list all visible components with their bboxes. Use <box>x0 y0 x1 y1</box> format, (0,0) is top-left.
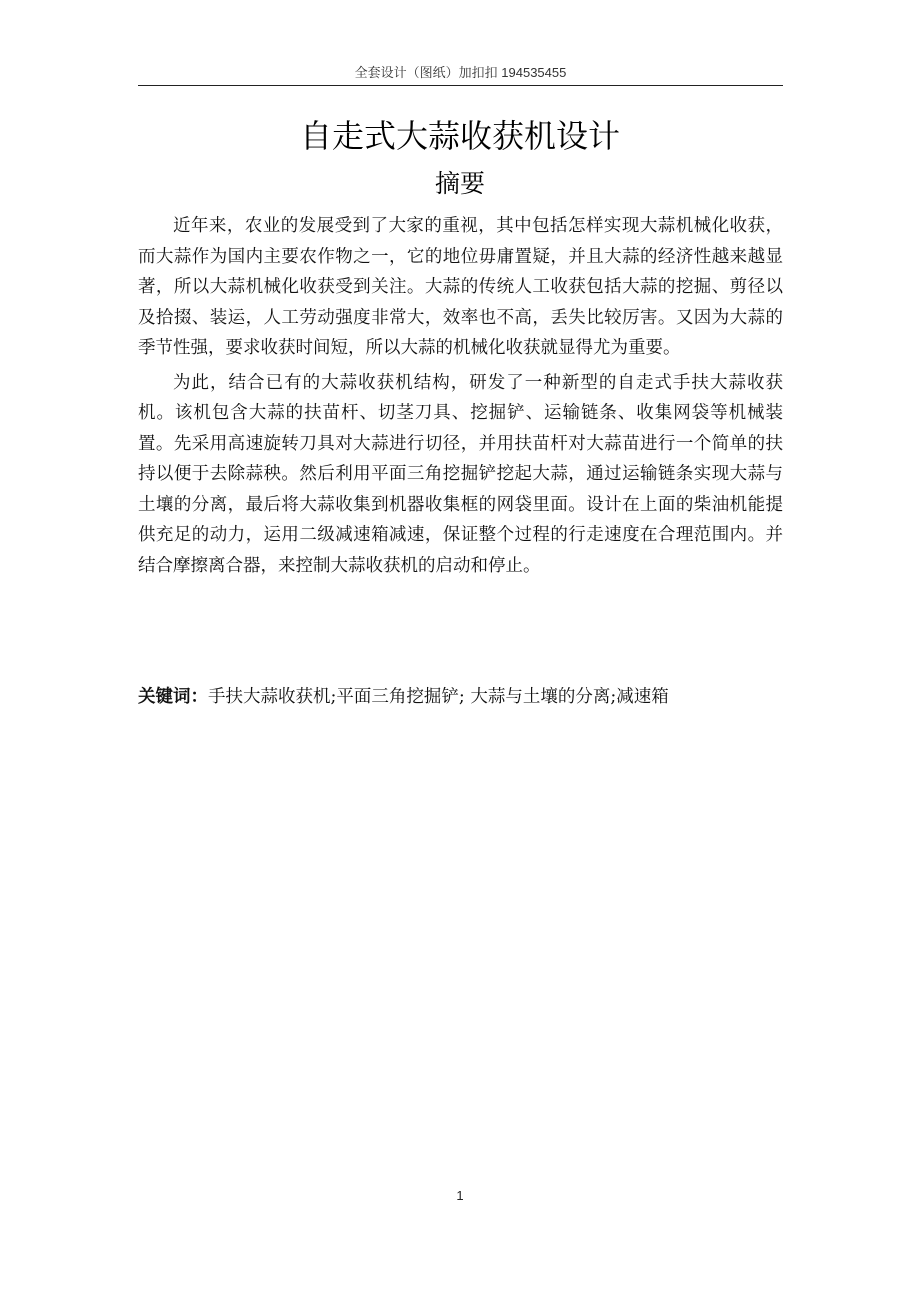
abstract-heading: 摘要 <box>434 169 485 198</box>
abstract-body <box>138 211 783 581</box>
document-title: 自走式大蒜收获机设计 <box>299 117 620 155</box>
header-divider <box>138 85 783 86</box>
abstract-paragraph-2: 为此，结合已有的大蒜收获机结构，研发了一种新型的自走式手扶大蒜收获机。该机包含大蒜的扶苗杆、切茎刀具、挖掘铲、运输链条、收集网袋等机械装置。先采用高速旋转刀具对大蒜进行切径，并用扶苗杆对大蒜苗进行一个简单的扶持以便于去除蒜秧。然后利用平面三角挖掘铲挖起大蒜，通过运输链条实现大蒜与土壤的分离，最后将大蒜收集到机器收集框的网袋里面。设计在上面的柴油机能提供充足的动力，运用二级减速箱减速，保证整个过程的行走速度在合理范围内。并结合摩擦离合器，来控制大蒜收获机的启动和停止。 <box>138 372 783 576</box>
page-header: 全套设计（图纸）加扣扣 194535455 <box>354 65 567 80</box>
page-number: 1 <box>456 1188 464 1203</box>
keywords-line <box>138 683 783 711</box>
keywords-label: 关键词： <box>138 687 208 707</box>
keywords-text: 手扶大蒜收获机;平面三角挖掘铲; 大蒜与土壤的分离;减速箱 <box>208 687 669 707</box>
abstract-paragraph-1: 近年来，农业的发展受到了大家的重视，其中包括怎样实现大蒜机械化收获，而大蒜作为国内主要农作物之一，它的地位毋庸置疑，并且大蒜的经济性越来越显著，所以大蒜机械化收获受到关注。大蒜的传统人工收获包括大蒜的挖掘、剪径以及拾掇、装运，人工劳动强度非常大，效率也不高，丢失比较厉害。又因为大蒜的季节性强，要求收获时间短，所以大蒜的机械化收获就显得尤为重要。 <box>138 216 783 358</box>
